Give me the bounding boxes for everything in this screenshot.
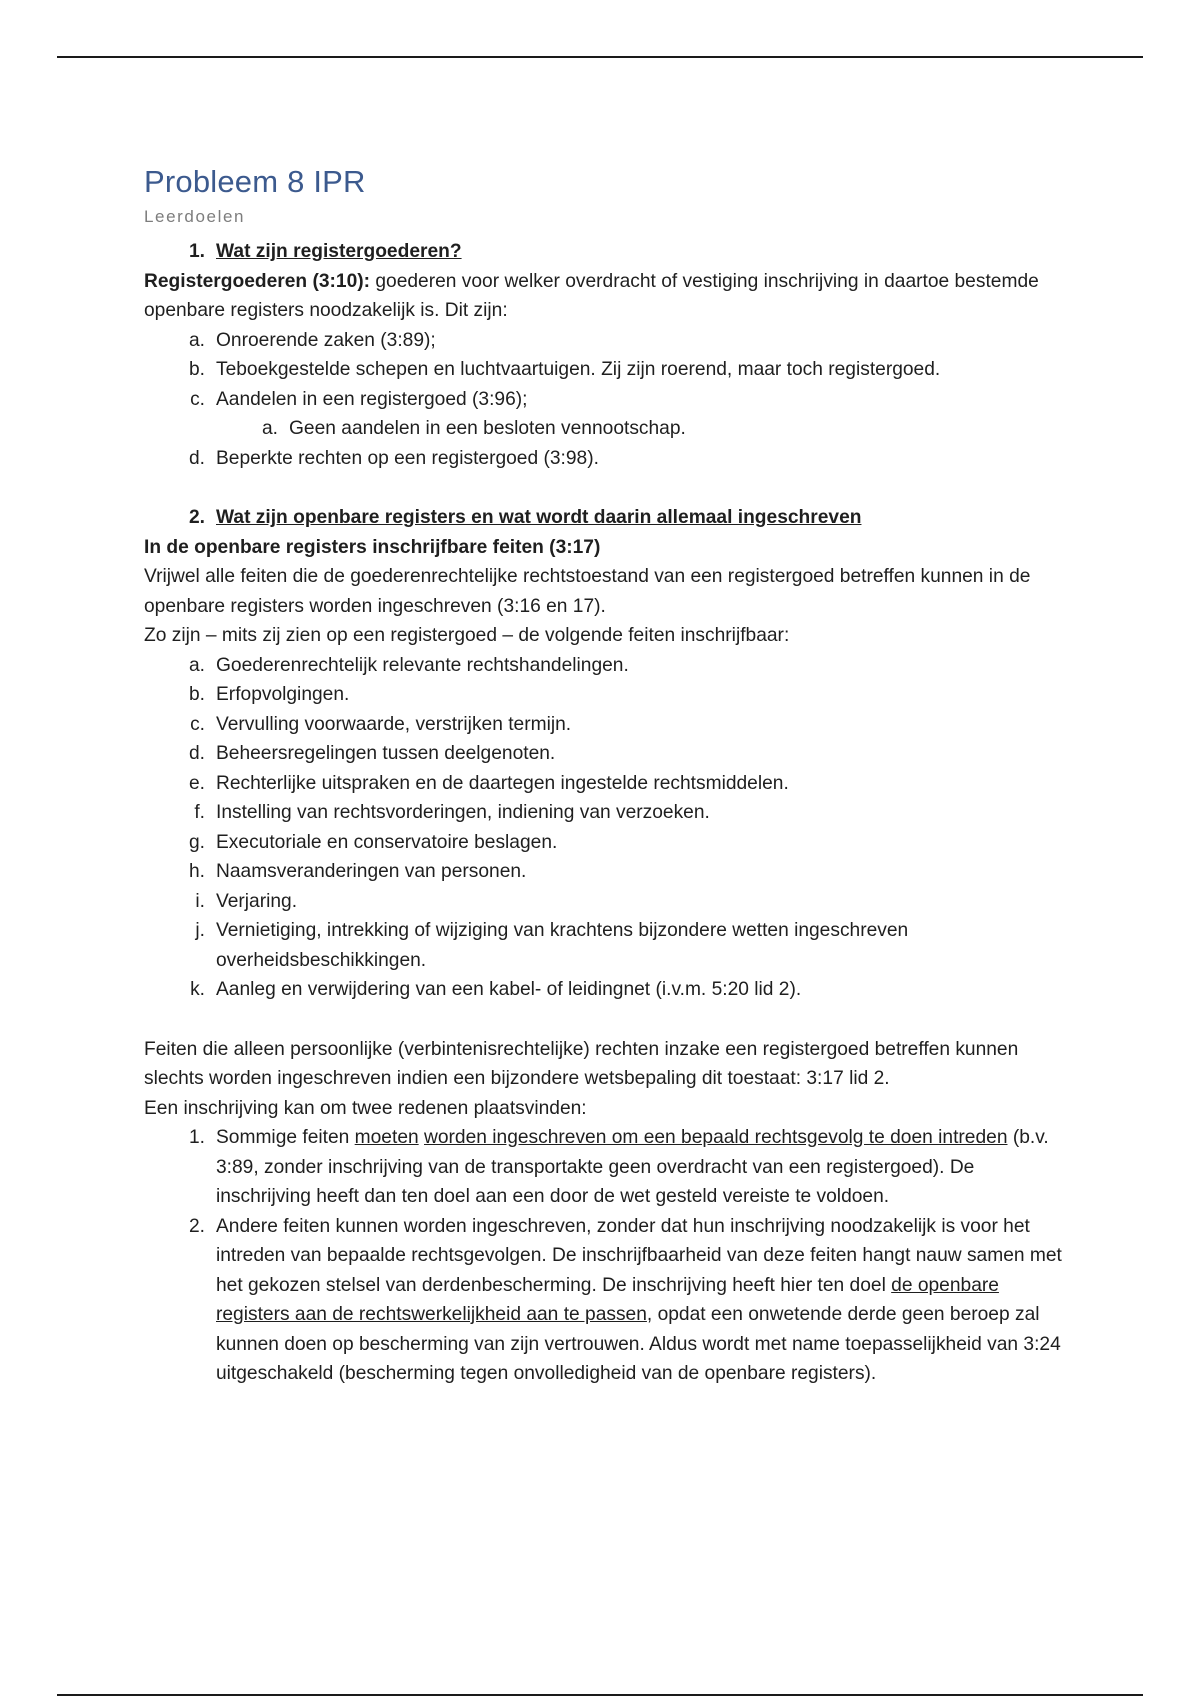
section-subheading: In de openbare registers inschrijfbare feiten (3:17) [144, 536, 601, 558]
list-item [144, 680, 1064, 710]
list-item [144, 769, 1064, 799]
list-item-text: Aanleg en verwijdering van een kabel- of leidingnet (i.v.m. 5:20 lid 2). [216, 979, 802, 1000]
list-item-text: Teboekgestelde schepen en luchtvaartuigen. Zij zijn roerend, maar toch registergoed. [216, 359, 941, 380]
list-item-text: Aandelen in een registergoed (3:96); [216, 388, 528, 410]
question-1-heading [144, 237, 1064, 267]
list-item [144, 916, 1064, 975]
reason-item [144, 1212, 1064, 1389]
question-2-text: Wat zijn openbare registers en wat wordt daarin allemaal ingeschreven [216, 507, 862, 528]
list-item-text: Geen aandelen in een besloten vennootschap. [289, 418, 686, 439]
underlined-text: moeten [354, 1127, 419, 1148]
spacer [144, 473, 1064, 503]
question-1-text: Wat zijn registergoederen? [216, 241, 462, 262]
list-item-text: Naamsveranderingen van personen. [216, 861, 527, 882]
page-title: Probleem 8 IPR [144, 164, 366, 199]
list-item-text: Rechterlijke uitspraken en de daartegen ingestelde rechtsmiddelen. [216, 772, 789, 794]
list-marker: h. [188, 861, 205, 882]
list-item-text: Vernietiging, intrekking of wijziging van krachtens bijzondere wetten ingeschreven overheidsbeschikkingen. [216, 920, 909, 971]
list-marker: c. [190, 713, 205, 735]
definition-term: Registergoederen (3:10): [144, 270, 371, 292]
paragraph: Vrijwel alle feiten die de goederenrechtelijke rechtstoestand van een registergoed betreffen kunnen in de openbare registers worden ingeschreven (3:16 en 17). [144, 566, 1031, 617]
list-item [144, 739, 1064, 769]
list-item-text: Onroerende zaken (3:89); [216, 329, 436, 351]
paragraph: Zo zijn – mits zij zien op een registergoed – de volgende feiten inschrijfbaar: [144, 625, 790, 646]
header-rule [57, 56, 1143, 58]
list-item [144, 710, 1064, 740]
list-item-text: Beperkte rechten op een registergoed (3:98). [216, 447, 599, 469]
list-marker: d. [188, 447, 205, 469]
text-span: Sommige feiten [216, 1127, 355, 1148]
definition-text: goederen voor welker overdracht of vestiging inschrijving in daartoe bestemde openbare registers noodzakelijk is. Dit zijn: [144, 270, 1039, 321]
underlined-text: worden ingeschreven om een bepaald rechtsgevolg te doen intreden [424, 1127, 1008, 1148]
list-item [144, 798, 1064, 828]
footer-rule [57, 1694, 1143, 1696]
list-marker: i. [195, 890, 205, 912]
list-marker: c. [190, 388, 205, 410]
list-marker: 1. [188, 1127, 205, 1148]
list-marker: a. [261, 418, 278, 439]
list-item [144, 355, 1064, 385]
list-item-text: Vervulling voorwaarde, verstrijken termijn. [216, 713, 572, 735]
reason-2-text [216, 1212, 1064, 1389]
sub-list-item [144, 414, 1064, 444]
list-item [144, 385, 1064, 415]
list-marker: e. [188, 772, 205, 794]
document-page [144, 163, 1064, 1389]
list-marker: g. [188, 831, 205, 853]
list-item-text: Instelling van rechtsvorderingen, indiening van verzoeken. [216, 802, 710, 823]
list-item [144, 887, 1064, 917]
list-item-text: Verjaring. [216, 890, 298, 912]
text-span: Andere feiten kunnen worden ingeschreven, zonder dat hun inschrijving noodzakelijk is voor het intreden van bepaalde rechtsgevolgen. De inschrijfbaarheid van deze feiten hangt nauw samen met het gekozen stelsel van derdenbescherming. De inschrijving heeft hier ten doel [216, 1215, 1062, 1296]
reason-1-text [216, 1123, 1064, 1212]
list-marker: k. [190, 979, 205, 1000]
list-item [144, 975, 1064, 1005]
underlined-text: de openbare registers aan de rechtswerkelijkheid aan te passen [216, 1274, 999, 1325]
list-item [144, 651, 1064, 681]
list-marker: d. [188, 743, 205, 764]
list-marker: b. [188, 684, 205, 705]
list-item-text: Executoriale en conservatoire beslagen. [216, 831, 558, 853]
list-number: 1. [188, 241, 205, 262]
list-marker: b. [188, 359, 205, 380]
list-item [144, 828, 1064, 858]
question-2-heading [144, 503, 1064, 533]
list-number: 2. [188, 507, 205, 528]
list-marker: a. [188, 329, 205, 351]
list-marker: f. [194, 802, 205, 823]
list-item [144, 326, 1064, 356]
list-item [144, 444, 1064, 474]
text-span: (b.v. 3:89, zonder inschrijving van de transportakte geen overdracht van een registergoed). De inschrijving heeft dan ten doel aan een door de wet gesteld vereiste te voldoen. [216, 1127, 1049, 1207]
list-item [144, 857, 1064, 887]
text-span: , opdat een onwetende derde geen beroep zal kunnen doen op bescherming van zijn vertrouwen. Aldus wordt met name toepasselijkheid van 3:24 uitgeschakeld (bescherming tegen onvolledigheid van de openbare registers). [216, 1304, 1061, 1384]
definition-paragraph [144, 267, 1064, 326]
list-item-text: Erfopvolgingen. [216, 684, 350, 705]
paragraph: Een inschrijving kan om twee redenen plaatsvinden: [144, 1097, 587, 1119]
list-marker: a. [188, 654, 205, 676]
list-item-text: Beheersregelingen tussen deelgenoten. [216, 743, 556, 764]
paragraph: Feiten die alleen persoonlijke (verbintenisrechtelijke) rechten inzake een registergoed betreffen kunnen slechts worden ingeschreven indien een bijzondere wetsbepaling dit toestaat: 3:17 lid 2. [144, 1038, 1019, 1089]
spacer [144, 1005, 1064, 1035]
list-item-text: Goederenrechtelijk relevante rechtshandelingen. [216, 654, 629, 676]
page-subtitle: Leerdoelen [144, 207, 246, 226]
list-marker: j. [195, 920, 205, 941]
list-marker: 2. [188, 1215, 205, 1237]
reason-item [144, 1123, 1064, 1212]
